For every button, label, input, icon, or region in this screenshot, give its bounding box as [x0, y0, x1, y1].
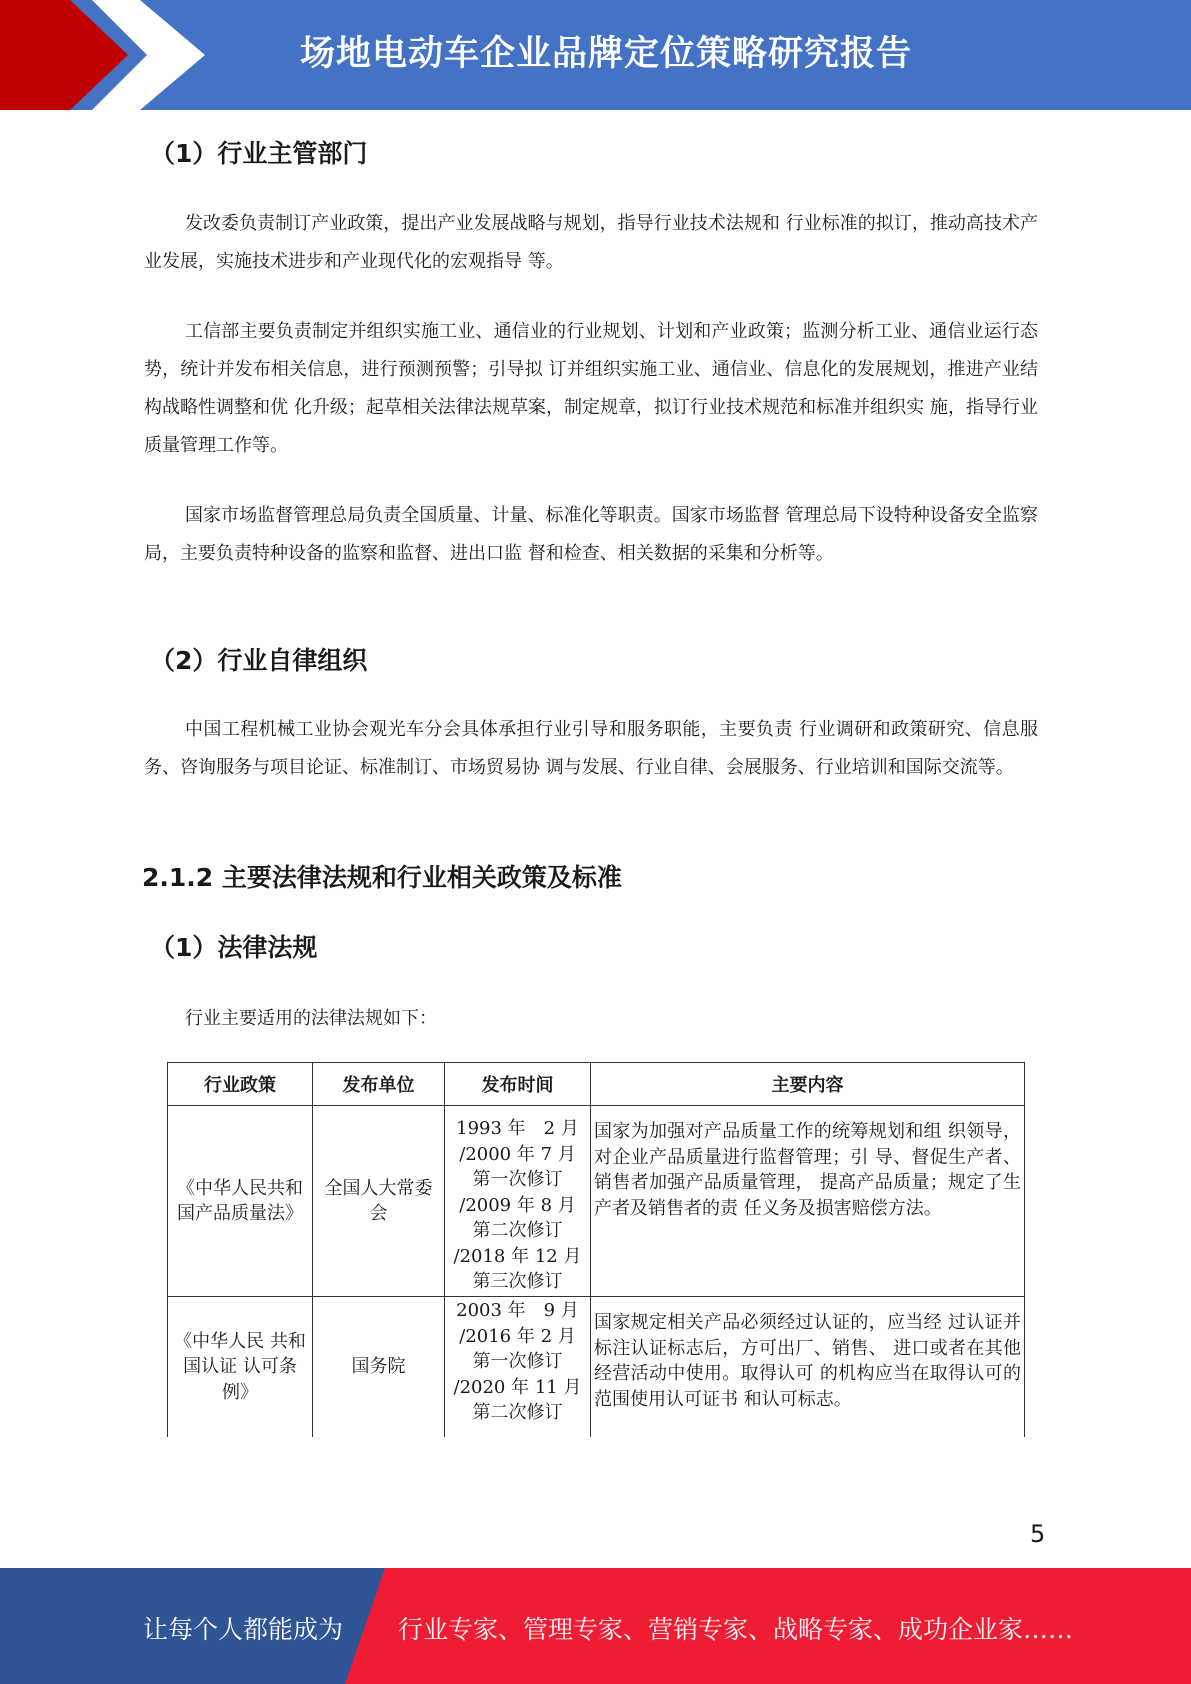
paragraph-association: 中国工程机械工业协会观光车分会具体承担行业引导和服务职能，主要负责 行业调研和政策研究、信息服务、咨询服务与项目论证、标准制订、市场贸易协 调与发展、行业自律、会展服务、行业培训和国际交流等。 — [144, 719, 1038, 778]
policy-cell: 《中华人民 共和国认证 认可条例》 — [168, 1297, 313, 1437]
column-header-policy: 行业政策 — [168, 1063, 313, 1106]
column-header-issuer: 发布单位 — [313, 1063, 445, 1106]
time-line: 1993 年 2 月 — [456, 1118, 579, 1139]
page-number: 5 — [1030, 1520, 1046, 1548]
time-line: 第二次修订 — [472, 1220, 563, 1241]
time-line: /2020 年 11 月 — [453, 1376, 582, 1398]
time-line: /2000 年 7 月 — [459, 1143, 576, 1165]
table-row — [168, 1297, 1025, 1437]
paragraph-laws-intro: 行业主要适用的法律法规如下： — [185, 1008, 437, 1029]
time-line: 第三次修订 — [472, 1271, 563, 1292]
table-row — [168, 1106, 1025, 1297]
content-cell: 国家规定相关产品必须经过认证的，应当经 过认证并标注认证标志后，方可出厂、销售、 进口或者在其他经营活动中使用。取得认可 的机构应当在取得认可的范围使用认可证书 和认可标志。 — [591, 1297, 1025, 1437]
page-header — [0, 0, 1191, 110]
time-line: 第一次修订 — [472, 1351, 563, 1372]
content-cell: 国家为加强对产品质量工作的统筹规划和组 织领导，对企业产品质量进行监督管理；引 导、督促生产者、销售者加强产品质量管理， 提高产品质量；规定了生产者及销售者的责 任义务及损害赔偿方法。 — [591, 1106, 1025, 1297]
paragraph-miit: 工信部主要负责制定并组织实施工业、通信业的行业规划、计划和产业政策；监测分析工业、通信业运行态势，统计并发布相关信息，进行预测预警；引导拟 订并组织实施工业、通信业、信息化的发展规划，推进产业结构战略性调整和优 化升级；起草相关法律法规草案，制定规章，拟订行业技术规范和标准并组织实 施，指导行业质量管理工作等。 — [144, 321, 1038, 456]
time-cell — [445, 1297, 591, 1437]
section-heading-2-1-2: 2.1.2 主要法律法规和行业相关政策及标准 — [142, 863, 622, 892]
report-title: 场地电动车企业品牌定位策略研究报告 — [300, 34, 913, 74]
time-line: 第二次修订 — [472, 1402, 563, 1423]
footer-slogan-left: 让每个人都能成为 — [143, 1615, 344, 1644]
time-line: 第一次修订 — [472, 1169, 563, 1190]
footer-slogan-right: 行业专家、管理专家、营销专家、战略专家、成功企业家…… — [398, 1615, 1074, 1644]
time-line: /2018 年 12 月 — [453, 1245, 582, 1267]
time-line: 2003 年 9 月 — [456, 1300, 579, 1321]
column-header-time: 发布时间 — [445, 1063, 591, 1106]
policy-cell: 《中华人民共和国产品质量法》 — [168, 1106, 313, 1297]
column-header-content: 主要内容 — [591, 1063, 1025, 1106]
time-cell — [445, 1106, 591, 1297]
table-header-row — [168, 1063, 1025, 1106]
section-heading-authority: （1）行业主管部门 — [150, 139, 368, 168]
paragraph-samr: 国家市场监督管理总局负责全国质量、计量、标准化等职责。国家市场监督 管理总局下设特种设备安全监察局，主要负责特种设备的监察和监督、进出口监 督和检查、相关数据的采集和分析等。 — [144, 505, 1038, 564]
laws-table — [167, 1062, 1025, 1437]
paragraph-ndrc: 发改委负责制订产业政策，提出产业发展战略与规划，指导行业技术法规和 行业标准的拟订，推动高技术产业发展，实施技术进步和产业现代化的宏观指导 等。 — [144, 213, 1038, 272]
time-line: /2009 年 8 月 — [459, 1194, 576, 1216]
page-footer — [0, 1568, 1191, 1684]
section-heading-self-regulation: （2）行业自律组织 — [150, 646, 368, 675]
issuer-cell: 全国人大常委会 — [313, 1106, 445, 1297]
time-line: /2016 年 2 月 — [459, 1325, 576, 1347]
issuer-cell: 国务院 — [313, 1297, 445, 1437]
section-heading-laws: （1）法律法规 — [150, 933, 318, 962]
